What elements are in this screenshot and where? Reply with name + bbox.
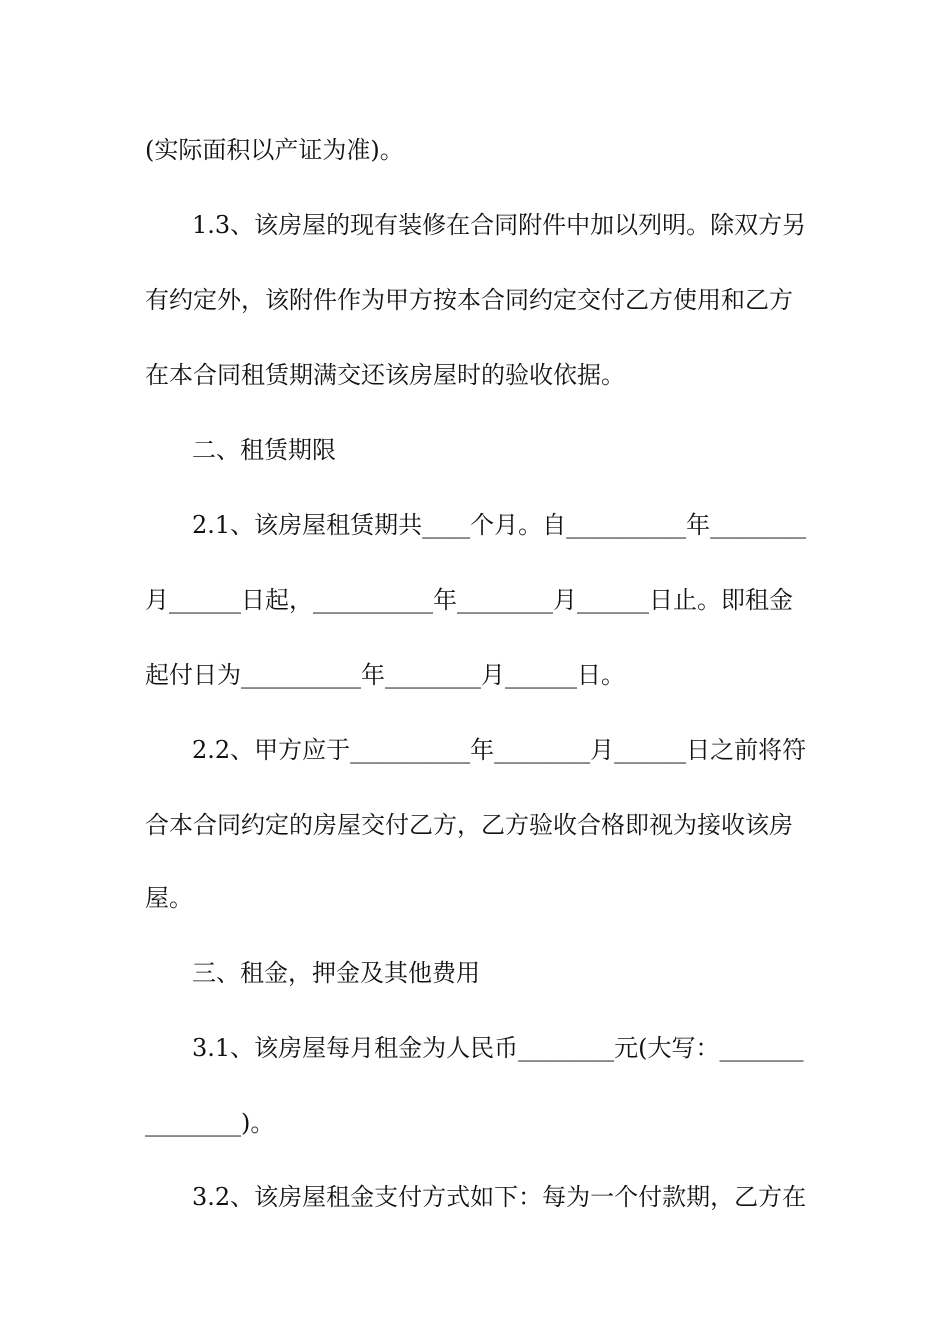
- text-line-10: 合本合同约定的房屋交付乙方，乙方验收合格即视为接收该房: [145, 811, 793, 839]
- section-heading-2: 二、租赁期限: [192, 436, 336, 464]
- text-line-4: 在本合同租赁期满交还该房屋时的验收依据。: [145, 361, 625, 389]
- text-line-11: 屋。: [145, 884, 193, 912]
- text-line-1: (实际面积以产证为准)。: [145, 136, 404, 164]
- section-heading-3: 三、租金，押金及其他费用: [192, 959, 480, 987]
- text-line-3: 有约定外，该附件作为甲方按本合同约定交付乙方使用和乙方: [145, 286, 793, 314]
- text-line-8: 起付日为__________年________月______日。: [145, 661, 625, 689]
- text-line-15: 3.2、该房屋租金支付方式如下：每为一个付款期，乙方在: [192, 1183, 807, 1211]
- text-line-14: ________)。: [145, 1109, 275, 1137]
- text-line-7: 月______日起，__________年________月______日止。即租金: [145, 586, 793, 614]
- text-line-9: 2.2、甲方应于__________年________月______日之前将符: [192, 736, 807, 764]
- text-line-13: 3.1、该房屋每月租金为人民币________元(大写：_______: [192, 1034, 804, 1062]
- text-line-2: 1.3、该房屋的现有装修在合同附件中加以列明。除双方另: [192, 211, 807, 239]
- text-line-6: 2.1、该房屋租赁期共____个月。自__________年________: [192, 511, 807, 539]
